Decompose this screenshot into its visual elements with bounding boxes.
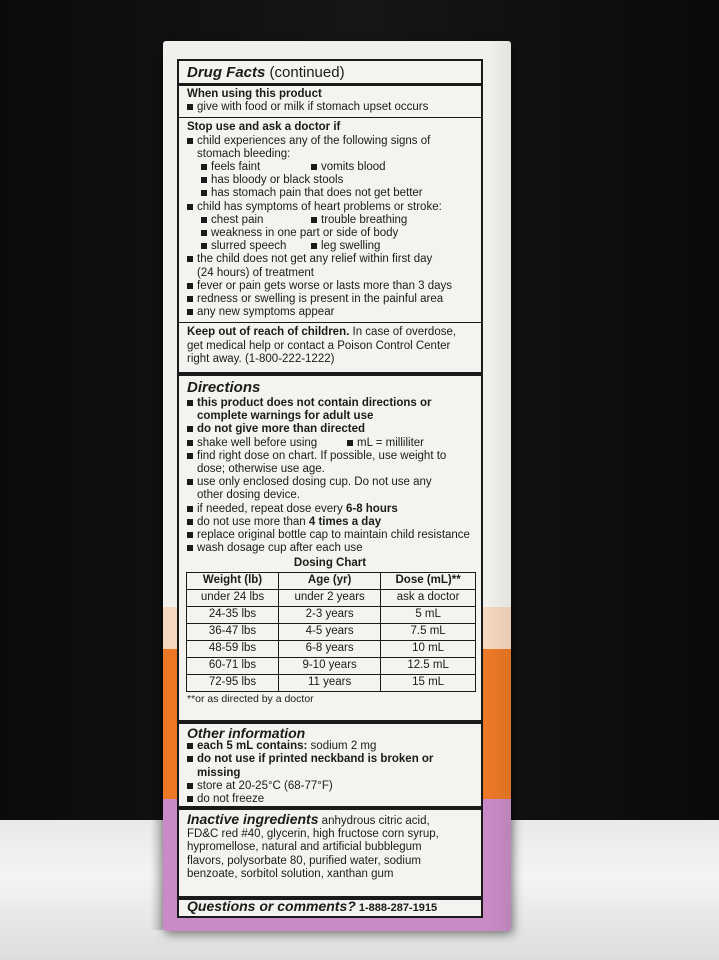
weight-cell: 36-47 lbs [187,623,279,640]
questions-heading: Questions or comments? [187,898,356,914]
when-using-heading: When using this product [187,88,322,100]
direction-item [187,450,473,476]
other-info-text: missing [197,766,241,779]
heart-sign: trouble breathing [311,214,407,227]
table-row [187,589,476,606]
direction-item [187,397,473,423]
direction-item: mL = milliliter [347,437,424,450]
keep-out-warning [187,326,473,366]
dose-cell: 5 mL [381,606,476,623]
age-cell: 2-3 years [279,606,381,623]
questions-phone: 1-888-287-1915 [355,902,438,914]
dosing-footnote: **or as directed by a doctor [187,692,314,705]
inactive-line: FD&C red #40, glycerin, high fructose corn syrup, [187,828,439,841]
stop-use-item: child has symptoms of heart problems or stroke: [187,201,473,214]
box-edge-shading [487,41,511,931]
other-info-item: do not freeze [187,793,473,806]
stop-use-item: fever or pain gets worse or lasts more than 3 days [187,280,473,293]
other-info-text: do not use if printed neckband is broken or [197,753,434,766]
dose-cell: 12.5 mL [381,657,476,674]
bleeding-pair [187,161,473,174]
dosing-chart-table [186,572,476,692]
direction-emphasis: 6-8 hours [345,502,398,515]
other-info-text: sodium 2 mg [307,740,377,753]
divider [179,83,481,86]
stop-use-text: child experiences any of the following signs of [197,134,431,147]
keep-out-heading: Keep out of reach of children. [187,326,350,339]
keep-out-text: get medical help or contact a Poison Control Center [187,339,451,352]
inactive-line: anhydrous citric acid, [318,815,430,827]
directions-panel [177,374,483,722]
heart-pair [187,240,473,253]
age-cell: under 2 years [279,589,381,606]
weight-cell: under 24 lbs [187,589,279,606]
drug-facts-continued: (continued) [269,64,345,81]
table-row [187,657,476,674]
questions-panel [177,898,483,918]
direction-text: complete warnings for adult use [197,410,374,423]
table-row [187,606,476,623]
weight-cell: 72-95 lbs [187,674,279,691]
direction-text: this product does not contain directions or [197,397,432,409]
stop-use-text: the child does not get any relief within first day [197,253,433,266]
inactive-ingredients-panel [177,808,483,898]
drug-facts-panel [177,59,483,374]
other-info-emphasis: each 5 mL contains: [197,740,308,753]
age-cell: 6-8 years [279,640,381,657]
other-info-item: store at 20-25°C (68-77°F) [187,780,473,793]
heart-pair [187,214,473,227]
other-info-heading: Other information [187,725,306,741]
direction-item [187,503,473,516]
other-info-item [187,740,473,753]
direction-item: shake well before using [187,437,347,450]
medicine-box [163,41,511,931]
divider [179,117,481,118]
age-cell: 9-10 years [279,657,381,674]
other-info-item [187,753,473,779]
stop-use-item: any new symptoms appear [187,306,473,319]
drug-facts-header [187,64,473,82]
direction-emphasis: 4 times a day [308,515,382,528]
column-header: Weight (lb) [187,572,279,589]
direction-text: other dosing device. [197,489,300,502]
direction-item: do not give more than directed [187,423,473,436]
direction-item [187,476,473,502]
heart-sign: chest pain [187,214,311,227]
stop-use-item [187,135,473,161]
keep-out-text: right away. (1-800-222-1222) [187,352,335,365]
column-header: Dose (mL)** [381,572,476,589]
bleeding-sign: feels faint [187,161,311,174]
heart-sign: slurred speech [187,240,311,253]
direction-item: replace original bottle cap to maintain child resistance [187,529,473,542]
when-using-item: give with food or milk if stomach upset occurs [187,101,473,114]
table-row [187,674,476,691]
direction-item [187,516,473,529]
age-cell: 11 years [279,674,381,691]
stop-use-heading: Stop use and ask a doctor if [187,121,341,134]
inactive-line: hypromellose, natural and artificial bubblegum [187,841,422,854]
weight-cell: 60-71 lbs [187,657,279,674]
dosing-header-row [187,572,476,589]
bleeding-sign: has stomach pain that does not get better [187,187,473,200]
stop-use-text: (24 hours) of treatment [197,266,314,279]
keep-out-text: In case of overdose, [349,326,457,339]
stop-use-text: stomach bleeding: [197,147,291,160]
direction-text: do not use more than [197,515,309,528]
divider [179,322,481,323]
direction-pair [187,437,473,450]
stop-use-item [187,253,473,279]
inactive-heading: Inactive ingredients [187,811,319,827]
table-row [187,623,476,640]
dose-cell: 7.5 mL [381,623,476,640]
age-cell: 4-5 years [279,623,381,640]
dose-cell: 10 mL [381,640,476,657]
stop-use-item: redness or swelling is present in the painful area [187,293,473,306]
heart-sign: weakness in one part or side of body [187,227,473,240]
heart-sign: leg swelling [311,240,380,253]
drug-facts-title: Drug Facts [187,64,266,81]
bleeding-sign: vomits blood [311,161,386,174]
column-header: Age (yr) [279,572,381,589]
direction-text: if needed, repeat dose every [197,502,346,515]
weight-cell: 24-35 lbs [187,606,279,623]
table-row [187,640,476,657]
weight-cell: 48-59 lbs [187,640,279,657]
inactive-ingredients-text [187,813,473,881]
dose-cell: 15 mL [381,674,476,691]
direction-text: find right dose on chart. If possible, use weight to [197,449,447,462]
inactive-line: flavors, polysorbate 80, purified water, sodium [187,854,421,867]
direction-text: use only enclosed dosing cup. Do not use any [197,476,432,489]
directions-heading: Directions [187,379,261,396]
dosing-chart-title: Dosing Chart [293,557,367,570]
bleeding-sign: has bloody or black stools [187,174,473,187]
inactive-line: benzoate, sorbitol solution, xanthan gum [187,867,394,880]
direction-item: wash dosage cup after each use [187,542,473,555]
other-info-panel [177,722,483,808]
direction-text: dose; otherwise use age. [197,463,325,476]
dose-cell: ask a doctor [381,589,476,606]
